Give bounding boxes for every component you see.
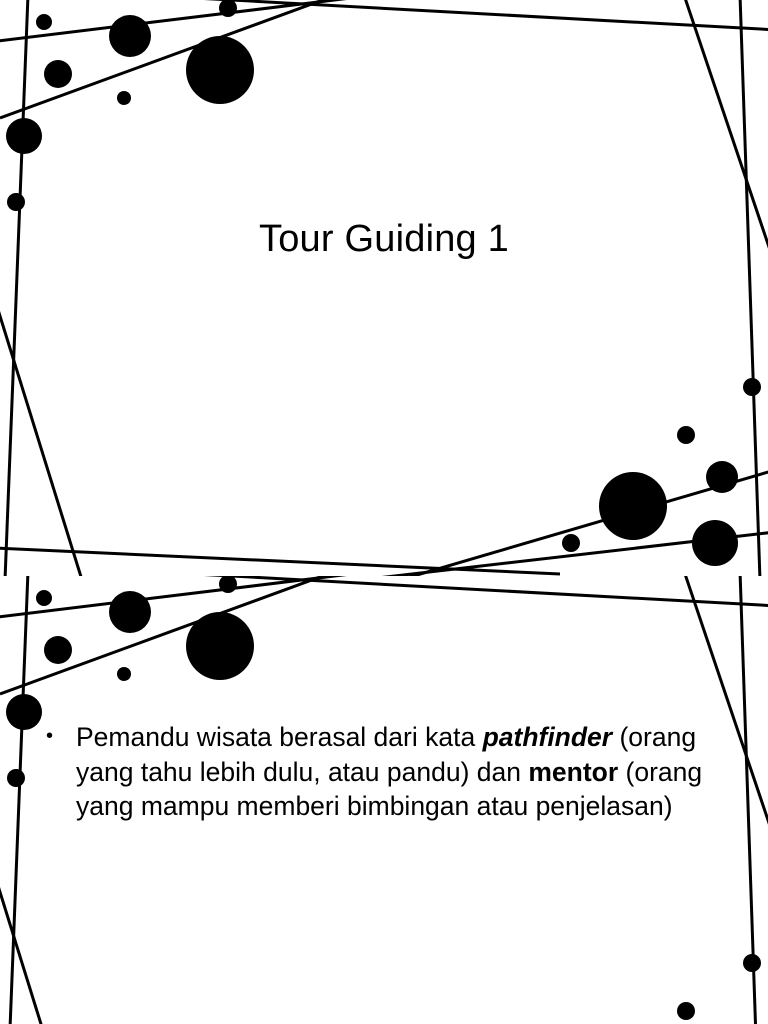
deco-dot: [44, 636, 72, 664]
deco-dot: [562, 534, 580, 552]
deco-dot: [7, 769, 25, 787]
bullet-text: [76, 720, 706, 824]
deco-dot: [186, 36, 254, 104]
deco-line: [740, 0, 760, 576]
deco-dot: [186, 612, 254, 680]
deco-line: [0, 576, 350, 694]
bullet-text-part: (orang yang tahu lebih dulu, atau pandu) dan: [76, 722, 697, 787]
deco-dot: [677, 426, 695, 444]
deco-dot: [743, 378, 761, 396]
deco-line: [0, 300, 82, 576]
deco-line: [0, 0, 350, 118]
deco-dot: [599, 472, 667, 540]
deco-line: [684, 0, 768, 250]
deco-dot: [117, 91, 131, 105]
deco-dot: [109, 591, 151, 633]
deco-dot: [36, 14, 52, 30]
bullet-text-part: Pemandu wisata berasal dari kata: [76, 722, 483, 752]
bullet-item: [46, 720, 706, 824]
deco-dot: [109, 15, 151, 57]
deco-dot: [6, 694, 42, 730]
deco-line: [5, 0, 28, 576]
deco-dot: [7, 193, 25, 211]
deco-dot: [36, 590, 52, 606]
deco-dot: [44, 60, 72, 88]
deco-line: [5, 576, 28, 1024]
term-pathfinder: pathfinder: [482, 722, 613, 752]
deco-dot: [743, 954, 761, 972]
deco-dot: [692, 520, 738, 566]
deco-dot: [117, 667, 131, 681]
deco-dot: [677, 1002, 695, 1020]
term-mentor: mentor: [528, 756, 619, 787]
decorative-dots: [6, 0, 761, 566]
bullet-marker: •: [46, 725, 54, 747]
deco-line: [0, 548, 560, 574]
deco-dot: [706, 461, 738, 493]
bullet-text-part: (orang yang mampu memberi bimbingan atau penjelasan): [76, 756, 703, 822]
slide-content-page: [0, 576, 768, 1024]
slide-title: Tour Guiding 1: [259, 218, 509, 260]
deco-dot: [6, 118, 42, 154]
